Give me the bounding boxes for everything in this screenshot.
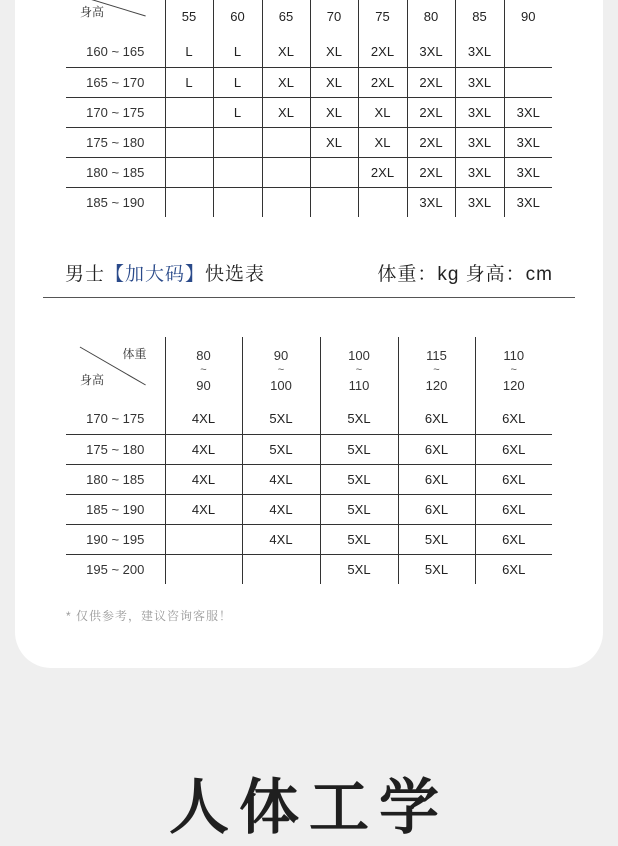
table-row <box>66 97 552 127</box>
size-cell: 5XL <box>320 464 398 494</box>
size-cell: L <box>213 97 262 127</box>
size-cell: L <box>165 67 213 97</box>
height-range-cell: 180 ~ 185 <box>66 464 165 494</box>
size-cell: 6XL <box>398 494 475 524</box>
weight-header: 80 <box>407 0 455 37</box>
size-cell <box>262 127 310 157</box>
size-cell: 2XL <box>358 37 407 67</box>
size-cell: 2XL <box>407 97 455 127</box>
size-cell: 5XL <box>242 434 320 464</box>
size-cell: XL <box>262 67 310 97</box>
size-cell <box>310 157 358 187</box>
size-cell <box>165 524 242 554</box>
size-cell: 3XL <box>407 37 455 67</box>
size-cell: 3XL <box>407 187 455 217</box>
size-cell: 5XL <box>320 404 398 434</box>
size-cell <box>242 554 320 584</box>
size-cell: 4XL <box>242 464 320 494</box>
size-cell <box>165 554 242 584</box>
table-row <box>66 554 552 584</box>
size-cell: 2XL <box>407 157 455 187</box>
size-cell: 3XL <box>455 97 504 127</box>
size-cell: 2XL <box>358 67 407 97</box>
table-row <box>66 524 552 554</box>
size-cell <box>358 187 407 217</box>
height-range-cell: 170 ~ 175 <box>66 404 165 434</box>
size-cell <box>504 67 552 97</box>
size-cell: 6XL <box>475 404 552 434</box>
header-corner <box>66 337 165 404</box>
height-range-cell: 190 ~ 195 <box>66 524 165 554</box>
size-cell: 3XL <box>455 127 504 157</box>
weight-label: 体重 <box>122 347 147 361</box>
header-corner <box>66 0 165 37</box>
size-cell: 4XL <box>242 524 320 554</box>
size-table-plus <box>66 337 552 584</box>
size-cell <box>213 127 262 157</box>
height-label: 身高 <box>80 5 105 19</box>
size-cell <box>262 157 310 187</box>
size-cell: 3XL <box>455 37 504 67</box>
size-cell: 6XL <box>502 561 526 577</box>
size-cell: 6XL <box>475 464 552 494</box>
size-cell: 6XL <box>475 434 552 464</box>
size-cell: L <box>213 67 262 97</box>
units-label: 体重：kg 身高：cm <box>377 264 553 285</box>
size-table-regular <box>66 0 552 217</box>
size-cell: XL <box>262 97 310 127</box>
size-cell: 3XL <box>455 187 504 217</box>
size-cell: 6XL <box>398 404 475 434</box>
size-cell <box>165 97 213 127</box>
height-range-cell: 170 ~ 175 <box>66 97 165 127</box>
size-cell <box>504 37 552 67</box>
section-title <box>43 256 575 298</box>
weight-range-header: 80 ~ 90 <box>165 337 242 404</box>
table-row <box>66 37 552 67</box>
table-row <box>66 464 552 494</box>
weight-header: 85 <box>455 0 504 37</box>
table-row <box>66 434 552 464</box>
size-cell: 6XL <box>398 434 475 464</box>
height-range-cell: 165 ~ 170 <box>66 67 165 97</box>
size-cell: 3XL <box>455 157 504 187</box>
weight-header: 60 <box>213 0 262 37</box>
size-cell: 6XL <box>398 464 475 494</box>
weight-header: 65 <box>262 0 310 37</box>
size-cell: XL <box>358 127 407 157</box>
weight-header: 55 <box>165 0 213 37</box>
size-cell: 5XL <box>398 524 475 554</box>
size-cell: 4XL <box>165 404 242 434</box>
size-cell: XL <box>262 37 310 67</box>
table-row <box>66 404 552 434</box>
weight-header: 70 <box>310 0 358 37</box>
table-row <box>66 187 552 217</box>
size-cell: 5XL <box>320 524 398 554</box>
size-cell: 5XL <box>320 554 398 584</box>
height-label: 身高 <box>80 373 105 387</box>
weight-range-header: 90 ~ 100 <box>242 337 320 404</box>
size-cell: 3XL <box>504 157 552 187</box>
size-cell: XL <box>358 97 407 127</box>
size-cell: 2XL <box>358 157 407 187</box>
weight-range-header: 110 ~ 120 <box>502 348 525 393</box>
height-range-cell: 175 ~ 180 <box>66 127 165 157</box>
size-cell: 3XL <box>455 67 504 97</box>
table-row <box>66 67 552 97</box>
size-cell <box>213 187 262 217</box>
size-cell: XL <box>310 97 358 127</box>
weight-range-header: 100 ~ 110 <box>320 337 398 404</box>
table-row <box>66 494 552 524</box>
height-range-cell: 185 ~ 190 <box>66 187 165 217</box>
title-accent: 【加大码】 <box>105 264 206 285</box>
height-range-cell: 160 ~ 165 <box>66 37 165 67</box>
title-prefix: 男士 <box>65 264 106 285</box>
height-range-cell: 180 ~ 185 <box>66 157 165 187</box>
size-cell: 3XL <box>504 127 552 157</box>
size-cell: 5XL <box>242 404 320 434</box>
disclaimer-note: * 仅供参考，建议咨询客服！ <box>66 609 233 623</box>
size-cell <box>165 157 213 187</box>
size-cell <box>213 157 262 187</box>
size-cell: 2XL <box>407 67 455 97</box>
size-cell <box>262 187 310 217</box>
size-cell <box>165 127 213 157</box>
size-cell: XL <box>310 37 358 67</box>
size-cell: 6XL <box>475 494 552 524</box>
size-cell: 4XL <box>165 434 242 464</box>
height-range-cell: 195 ~ 200 <box>66 554 165 584</box>
title-label <box>65 259 265 286</box>
table-row <box>66 157 552 187</box>
size-cell: L <box>213 37 262 67</box>
weight-header: 90 <box>521 9 536 24</box>
size-cell: XL <box>310 67 358 97</box>
table-row <box>66 127 552 157</box>
height-range-cell: 185 ~ 190 <box>66 494 165 524</box>
size-cell: 2XL <box>407 127 455 157</box>
weight-range-header: 115 ~ 120 <box>398 337 475 404</box>
size-cell: 3XL <box>504 97 552 127</box>
size-cell: 3XL <box>516 194 540 210</box>
size-cell: 4XL <box>165 494 242 524</box>
size-cell <box>165 187 213 217</box>
title-suffix: 快选表 <box>205 264 266 285</box>
size-cell: 4XL <box>242 494 320 524</box>
size-cell <box>310 187 358 217</box>
size-cell: 5XL <box>320 494 398 524</box>
weight-header: 75 <box>358 0 407 37</box>
size-cell: 4XL <box>165 464 242 494</box>
size-cell: 6XL <box>475 524 552 554</box>
size-cell: XL <box>310 127 358 157</box>
size-cell: L <box>165 37 213 67</box>
size-cell: 5XL <box>398 554 475 584</box>
height-range-cell: 175 ~ 180 <box>66 434 165 464</box>
size-cell: 5XL <box>320 434 398 464</box>
section-heading: 人体工学 <box>169 773 449 843</box>
